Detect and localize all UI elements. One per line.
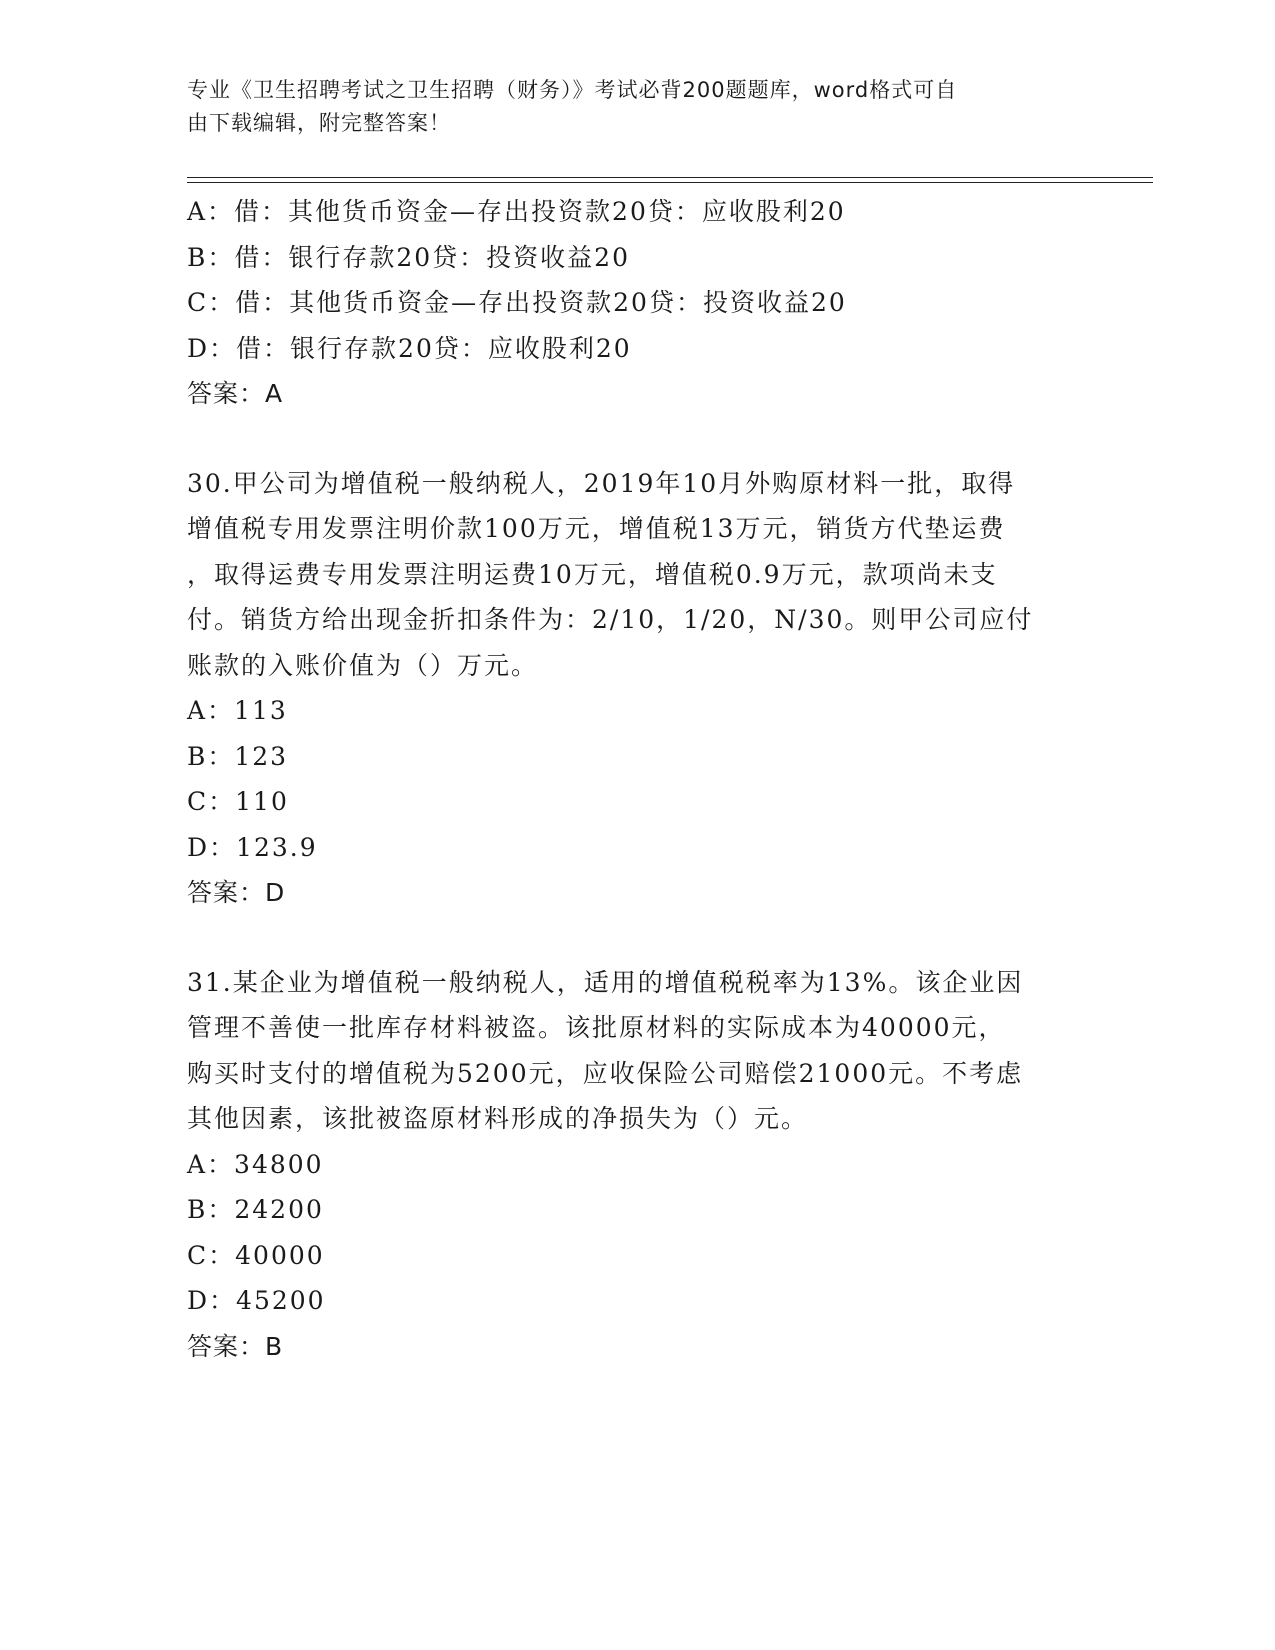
option-d: D：123.9 — [187, 832, 318, 862]
option-a: A：34800 — [187, 1149, 324, 1179]
option-c: C：借：其他货币资金—存出投资款20贷：投资收益20 — [187, 288, 847, 317]
option-b: B：24200 — [187, 1195, 324, 1224]
option-b: B：借：银行存款20贷：投资收益20 — [187, 242, 630, 272]
option-d: D：45200 — [187, 1286, 326, 1315]
question-stem-line: 管理不善使一批库存材料被盗。该批原材料的实际成本为40000元， — [187, 1013, 1006, 1042]
question-stem-line: 付。销货方给出现金折扣条件为：2/10，1/20，N/30。则甲公司应付 — [187, 605, 1034, 634]
question-stem-line: 账款的入账价值为（）万元。 — [187, 650, 539, 680]
question-stem-line: 增值税专用发票注明价款100万元，增值税13万元，销货方代垫运费 — [187, 514, 1006, 543]
option-c: C：40000 — [187, 1240, 325, 1270]
question-content — [187, 189, 1087, 1369]
question-30 — [187, 461, 1087, 916]
answer: 答案：A — [187, 379, 284, 408]
header-line-1: 专业《卫生招聘考试之卫生招聘（财务）》考试必背200题题库，word格式可自 — [187, 78, 958, 102]
question-29 — [187, 189, 1087, 417]
option-a: A：113 — [187, 696, 288, 725]
question-stem-line: 购买时支付的增值税为5200元，应收保险公司赔偿21000元。不考虑 — [187, 1058, 1024, 1088]
answer: 答案：B — [187, 1331, 284, 1361]
question-31 — [187, 960, 1087, 1370]
question-stem-line: ，取得运费专用发票注明运费10万元，增值税0.9万元，款项尚未支 — [187, 559, 998, 589]
header-rule-bottom — [187, 182, 1153, 183]
option-b: B：123 — [187, 741, 289, 771]
spacer — [187, 417, 1087, 461]
question-stem-line: 其他因素，该批被盗原材料形成的净损失为（）元。 — [187, 1104, 809, 1133]
document-header — [187, 74, 1067, 140]
option-a: A：借：其他货币资金—存出投资款20贷：应收股利20 — [187, 197, 846, 226]
header-rule-top — [187, 177, 1153, 178]
question-stem-line: 30.甲公司为增值税一般纳税人，2019年10月外购原材料一批，取得 — [187, 468, 1016, 498]
answer: 答案：D — [187, 878, 286, 907]
question-stem-line: 31.某企业为增值税一般纳税人，适用的增值税税率为13%。该企业因 — [187, 967, 1024, 997]
option-c: C：110 — [187, 787, 289, 816]
header-line-2: 由下载编辑，附完整答案！ — [187, 111, 451, 135]
spacer — [187, 916, 1087, 960]
option-d: D：借：银行存款20贷：应收股利20 — [187, 333, 632, 363]
